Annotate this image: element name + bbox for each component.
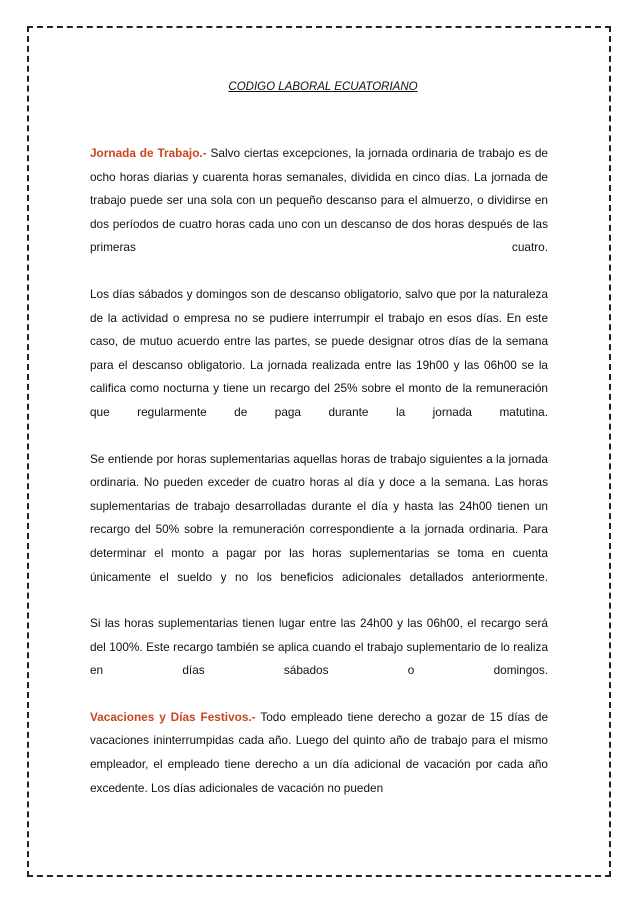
- paragraph-recargo: [90, 612, 548, 683]
- section-heading-jornada: Jornada de Trabajo.-: [90, 146, 207, 160]
- paragraph-text: Salvo ciertas excepciones, la jornada ordinaria de trabajo es de ocho horas diarias y cuarenta horas semanales, dividida en cinco días. La jornada de trabajo puede ser una sola con un pequeño descanso para el almuerzo, o dividirse en dos períodos de cuatro horas cada uno con un descanso de dos horas después de las primeras cuatro.: [90, 146, 548, 255]
- section-heading-vacaciones: Vacaciones y Días Festivos.-: [90, 709, 256, 724]
- paragraph-descanso: [90, 283, 548, 425]
- document-title: CODIGO LABORAL ECUATORIANO: [228, 81, 418, 93]
- paragraph-text: Se entiende por horas suplementarias aquellas horas de trabajo siguientes a la jornada ordinaria. No pueden exceder de cuatro horas al día y doce a la semana. Las horas suplementarias de trabajo desarrolladas durante el día y hasta las 24h00 tienen un recargo del 50% sobre la remuneración correspondiente a la jornada ordinaria. Para determinar el monto a pagar por las horas suplementarias se toma en cuenta únicamente el sueldo y no los beneficios adicionales detallados anteriormente.: [90, 451, 548, 584]
- paragraph-horas-suplementarias: [90, 448, 548, 590]
- paragraph-text: Todo empleado tiene derecho a gozar de 15 días de vacaciones ininterrumpidas cada año. Luego del quinto año de trabajo para el mismo empleador, el empleado tiene derecho a un día adicional de vacación por cada año excedente. Los días adicionales de vacación no pueden: [90, 709, 549, 795]
- paragraph-text: Si las horas suplementarias tienen lugar entre las 24h00 y las 06h00, el recargo será del 100%. Este recargo también se aplica cuando el trabajo suplementario de lo realiza en días sábados o domingos.: [90, 616, 548, 678]
- paragraph-vacaciones: [90, 706, 548, 800]
- paragraph-jornada: [90, 142, 548, 260]
- document-body: [90, 78, 548, 800]
- paragraph-text: Los días sábados y domingos son de descanso obligatorio, salvo que por la naturaleza de la actividad o empresa no se pudiere interrumpir el trabajo en esos días. En este caso, de mutuo acuerdo entre las partes, se puede designar otros días de la semana para el descanso obligatorio. La jornada realizada entre las 19h00 y las 06h00 se la califica como nocturna y tiene un recargo del 25% sobre el monto de la remuneración que regularmente de paga durante la jornada matutina.: [90, 286, 548, 419]
